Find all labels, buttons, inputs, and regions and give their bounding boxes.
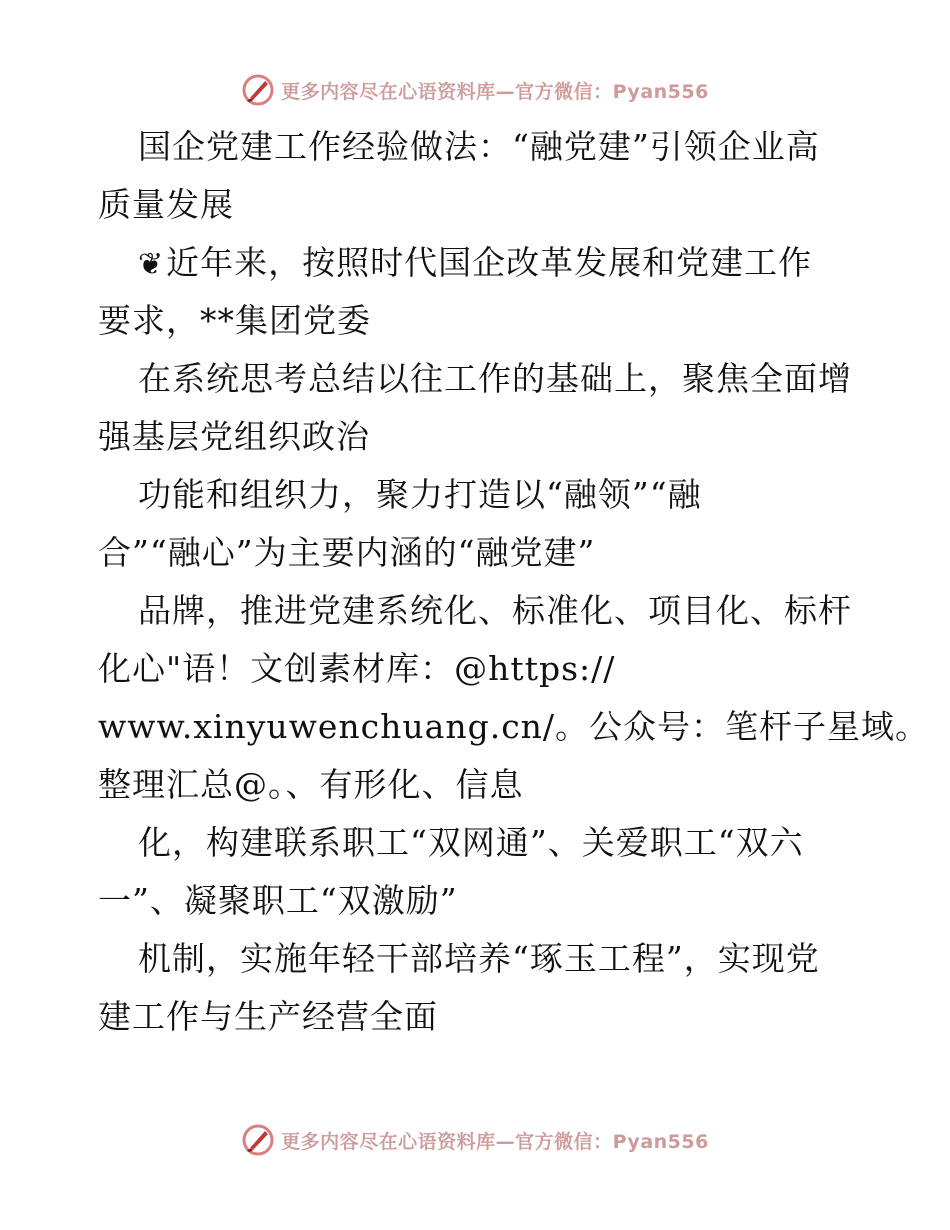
text-line-5: 在系统思考总结以往工作的基础上，聚焦全面增	[138, 359, 852, 398]
text-line-14: 一”、凝聚职工“双激励”	[98, 881, 458, 920]
text-line-4: 要求，**集团党委	[98, 301, 371, 340]
document-body	[98, 118, 930, 1046]
text-line-13: 化，构建联系职工“双网通”、关爱职工“双六	[138, 823, 804, 862]
text-line-3	[98, 234, 858, 292]
text-line-11: www.xinyuwenchuang.cn/。公众号：笔杆子星域。	[98, 707, 930, 746]
text-line-7: 功能和组织力，聚力打造以“融领”“融	[138, 475, 702, 514]
text-line-3-content: 近年来，按照时代国企改革发展和党建工作	[166, 243, 813, 282]
text-line-10: 化心"语！文创素材库：@https://	[98, 649, 616, 688]
text-line-2: 质量发展	[98, 185, 234, 224]
text-line-9: 品牌，推进党建系统化、标准化、项目化、标杆	[138, 591, 852, 630]
footer-banner-text: 更多内容尽在心语资料库—官方微信：Pyan556	[281, 1130, 709, 1153]
text-line-1: 国企党建工作经验做法：“融党建”引领企业高	[138, 127, 820, 166]
text-line-6: 强基层党组织政治	[98, 417, 370, 456]
header-banner	[0, 70, 950, 110]
text-line-8: 合”“融心”为主要内涵的“融党建”	[98, 533, 596, 572]
brush-logo-icon	[241, 1123, 275, 1157]
footer-banner	[0, 1120, 950, 1160]
text-line-16: 建工作与生产经营全面	[98, 997, 438, 1036]
text-line-15: 机制，实施年轻干部培养“琢玉工程”，实现党	[138, 939, 820, 978]
header-banner-text: 更多内容尽在心语资料库—官方微信：Pyan556	[281, 80, 709, 103]
brush-logo-icon	[241, 73, 275, 107]
text-line-12: 整理汇总@。、有形化、信息	[98, 765, 524, 804]
fleuron-bullet-icon: ❦	[138, 247, 165, 282]
